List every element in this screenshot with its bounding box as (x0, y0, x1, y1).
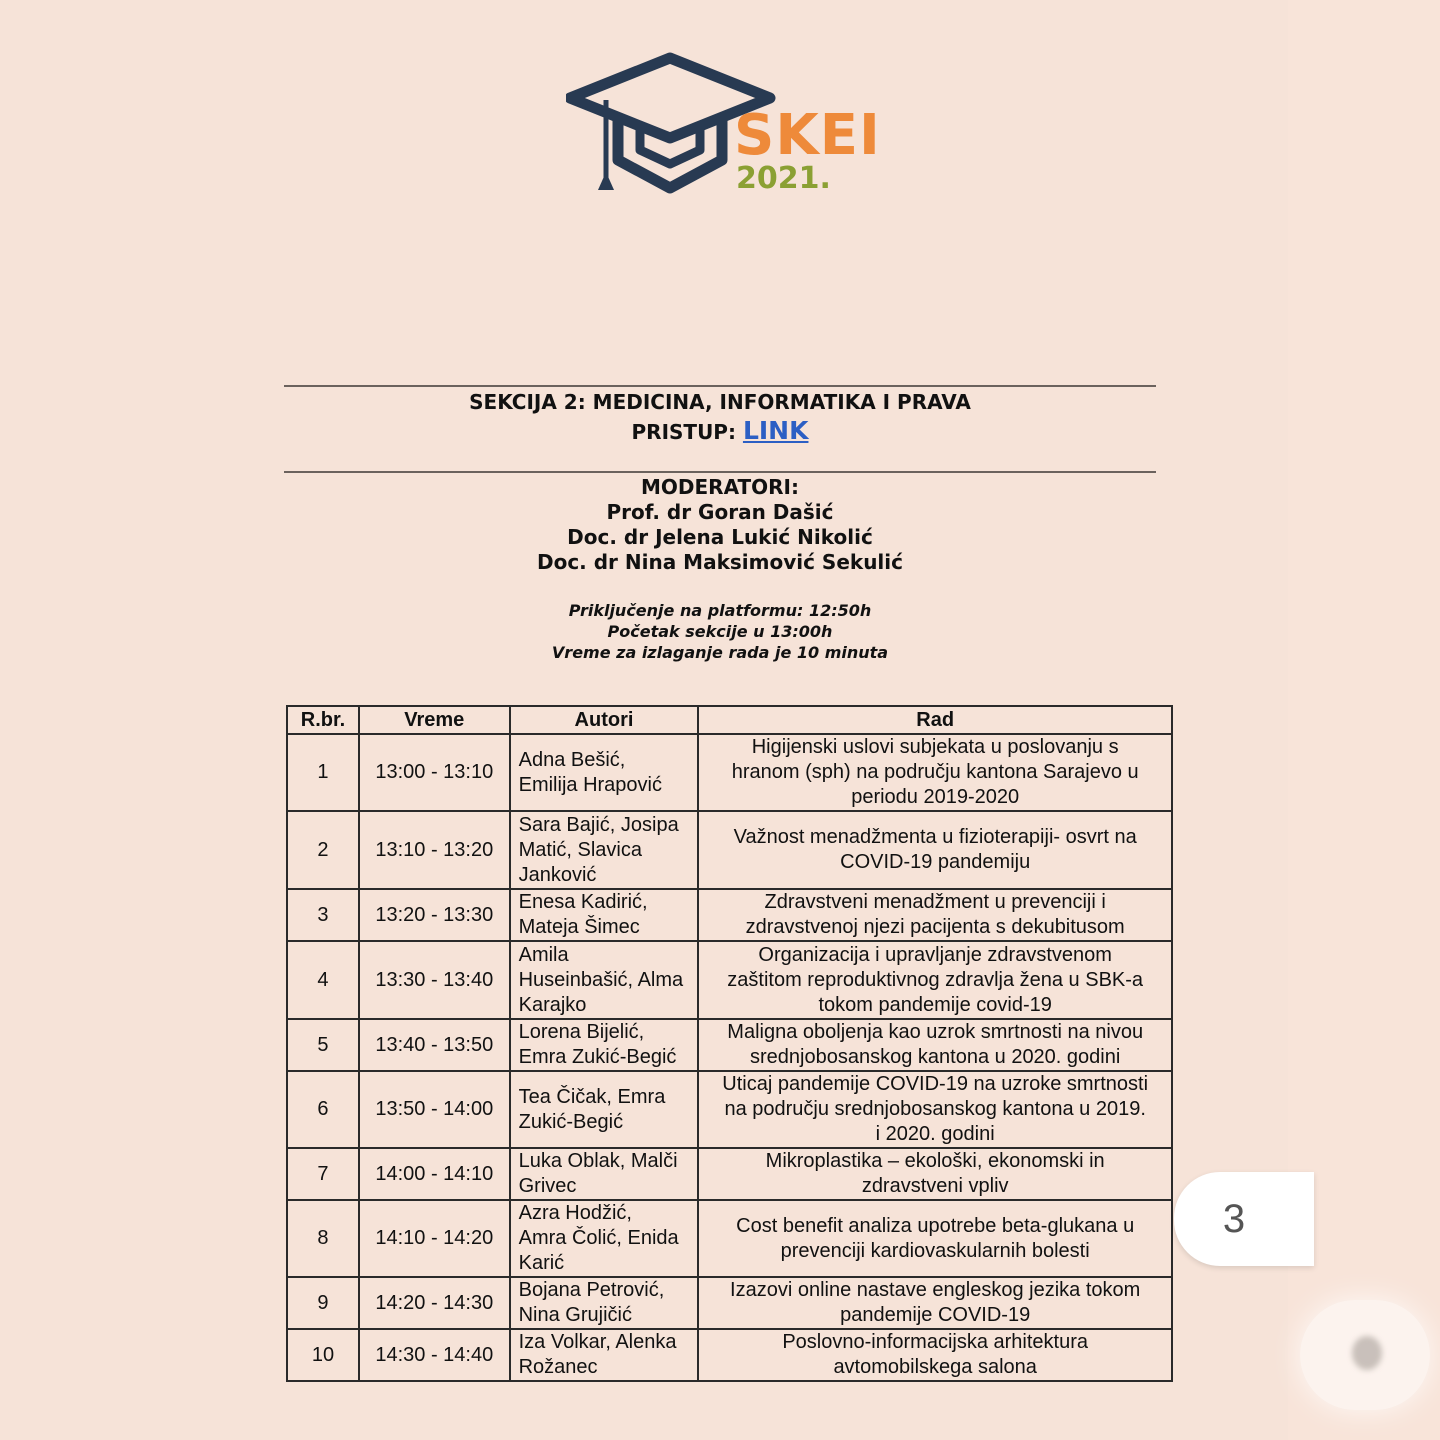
cell-num: 3 (287, 889, 359, 941)
cell-num: 6 (287, 1071, 359, 1148)
table-header-row (287, 706, 1172, 734)
cell-num: 10 (287, 1329, 359, 1381)
cell-authors (510, 1071, 699, 1148)
cell-time: 13:20 - 13:30 (359, 889, 510, 941)
author-line: Huseinbašić, Alma (518, 968, 684, 991)
table-row (287, 941, 1172, 1019)
moderator-name: Doc. dr Jelena Lukić Nikolić (567, 525, 873, 549)
cell-authors (510, 1200, 699, 1277)
paper-line: zdravstvenoj njezi pacijenta s dekubitusom (745, 916, 1125, 938)
paper-line: hranom (sph) na području kantona Sarajevo u (731, 761, 1139, 783)
table-row (287, 1200, 1172, 1277)
cell-num: 1 (287, 734, 359, 811)
paper-line: pandemije COVID-19 (840, 1304, 1031, 1326)
cell-authors (510, 941, 699, 1019)
author-line: Luka Oblak, Malči (518, 1150, 678, 1172)
author-line: Amra Čolić, Enida (518, 1227, 679, 1249)
author-line: Grivec (518, 1175, 577, 1197)
header-paper: Rad (698, 706, 1172, 734)
author-line: Karić (518, 1252, 565, 1274)
cell-authors (510, 1329, 699, 1381)
moderator-name: Prof. dr Goran Dašić (606, 500, 834, 524)
author-line: Matić, Slavica (518, 838, 642, 861)
cell-num: 9 (287, 1277, 359, 1329)
cell-authors (510, 1277, 699, 1329)
author-line: Sara Bajić, Josipa (518, 813, 679, 836)
author-line: Emra Zukić-Begić (518, 1046, 677, 1068)
paper-line: Izazovi online nastave engleskog jezika tokom (730, 1279, 1141, 1301)
cell-authors (510, 1148, 699, 1200)
cell-paper (698, 1148, 1172, 1200)
paper-line: Mikroplastika – ekološki, ekonomski in (765, 1150, 1105, 1172)
author-line: Nina Grujičić (518, 1304, 632, 1326)
access-link[interactable]: LINK (742, 416, 809, 445)
cell-paper (698, 889, 1172, 941)
author-line: Zukić-Begić (518, 1110, 624, 1133)
cell-paper (698, 1200, 1172, 1277)
paper-line: zdravstveni vpliv (861, 1175, 1009, 1197)
author-line: Enesa Kadirić, (518, 891, 648, 913)
schedule-table (286, 705, 1173, 1382)
author-line: Tea Čičak, Emra (518, 1085, 666, 1108)
session-info (284, 600, 1156, 663)
author-line: Bojana Petrović, (518, 1279, 665, 1301)
cell-paper (698, 811, 1172, 889)
table-row (287, 811, 1172, 889)
cell-time: 13:40 - 13:50 (359, 1019, 510, 1071)
paper-line: Zdravstveni menadžment u prevenciji i (764, 891, 1106, 913)
author-line: Amila (518, 943, 569, 966)
moderator-name: Doc. dr Nina Maksimović Sekulić (536, 550, 903, 574)
paper-line: COVID-19 pandemiju (840, 851, 1031, 873)
table-row (287, 889, 1172, 941)
cell-paper (698, 941, 1172, 1019)
cell-num: 7 (287, 1148, 359, 1200)
paper-line: periodu 2019-2020 (851, 786, 1020, 808)
page-indicator: 3 (1174, 1172, 1314, 1266)
cell-paper (698, 1019, 1172, 1071)
cell-paper (698, 1071, 1172, 1148)
table-row (287, 734, 1172, 811)
cell-paper (698, 1329, 1172, 1381)
fab-icon (1352, 1336, 1382, 1370)
table-row (287, 1148, 1172, 1200)
paper-line: avtomobilskega salona (833, 1356, 1037, 1378)
cell-time: 14:00 - 14:10 (359, 1148, 510, 1200)
author-line: Emilija Hrapović (518, 773, 662, 796)
paper-line: Cost benefit analiza upotrebe beta-glukana u (736, 1214, 1135, 1237)
cell-time: 13:10 - 13:20 (359, 811, 510, 889)
author-line: Mateja Šimec (518, 916, 640, 938)
moderators-block (284, 475, 1156, 575)
info-line: Početak sekcije u 13:00h (607, 622, 833, 641)
cell-time: 13:50 - 14:00 (359, 1071, 510, 1148)
cell-num: 8 (287, 1200, 359, 1277)
cell-time: 13:30 - 13:40 (359, 941, 510, 1019)
paper-line: Maligna oboljenja kao uzrok smrtnosti na nivou (727, 1021, 1144, 1043)
paper-line: Uticaj pandemije COVID-19 na uzroke smrtnosti (722, 1073, 1149, 1095)
divider (284, 385, 1156, 387)
paper-line: Važnost menadžmenta u fizioterapiji- osvrt na (733, 826, 1137, 848)
cell-authors (510, 734, 699, 811)
header-authors: Autori (510, 706, 699, 734)
info-line: Vreme za izlaganje rada je 10 minuta (551, 643, 889, 662)
table-row (287, 1277, 1172, 1329)
author-line: Karajko (518, 993, 587, 1016)
table-row (287, 1019, 1172, 1071)
paper-line: tokom pandemije covid-19 (818, 993, 1052, 1016)
cell-time: 14:10 - 14:20 (359, 1200, 510, 1277)
header-time: Vreme (359, 706, 510, 734)
info-line: Priključenje na platformu: 12:50h (568, 601, 872, 620)
paper-line: prevenciji kardiovaskularnih bolesti (780, 1239, 1090, 1262)
session-title: SEKCIJA 2: MEDICINA, INFORMATIKA I PRAVA (469, 390, 971, 414)
cell-time: 13:00 - 13:10 (359, 734, 510, 811)
paper-line: i 2020. godini (875, 1123, 995, 1145)
cell-authors (510, 1019, 699, 1071)
cell-time: 14:20 - 14:30 (359, 1277, 510, 1329)
divider (284, 471, 1156, 473)
access-line (284, 416, 1156, 445)
cell-num: 5 (287, 1019, 359, 1071)
cell-paper (698, 734, 1172, 811)
logo-title: SKEI (734, 103, 881, 168)
author-line: Janković (518, 863, 597, 886)
paper-line: zaštitom reproduktivnog zdravlja žena u SBK-a (727, 968, 1144, 991)
cell-paper (698, 1277, 1172, 1329)
paper-line: na području srednjobosanskog kantona u 2019. (724, 1098, 1146, 1120)
cell-num: 2 (287, 811, 359, 889)
moderators-heading: MODERATORI: (641, 475, 799, 499)
cell-num: 4 (287, 941, 359, 1019)
author-line: Adna Bešić, (518, 748, 626, 771)
author-line: Iza Volkar, Alenka (518, 1331, 677, 1353)
cell-time: 14:30 - 14:40 (359, 1329, 510, 1381)
paper-line: Organizacija i upravljanje zdravstvenom (758, 943, 1112, 966)
paper-line: Poslovno-informacijska arhitektura (782, 1331, 1089, 1353)
author-line: Lorena Bijelić, (518, 1021, 645, 1043)
author-line: Azra Hodžić, (518, 1202, 632, 1224)
paper-line: srednjobosanskog kantona u 2020. godini (750, 1046, 1121, 1068)
cell-authors (510, 811, 699, 889)
logo-year: 2021. (736, 161, 831, 196)
access-label: PRISTUP: (631, 420, 736, 444)
cell-authors (510, 889, 699, 941)
table-row (287, 1071, 1172, 1148)
header-num: R.br. (287, 706, 359, 734)
author-line: Rožanec (518, 1356, 598, 1378)
paper-line: Higijenski uslovi subjekata u poslovanju s (751, 736, 1119, 758)
table-row (287, 1329, 1172, 1381)
